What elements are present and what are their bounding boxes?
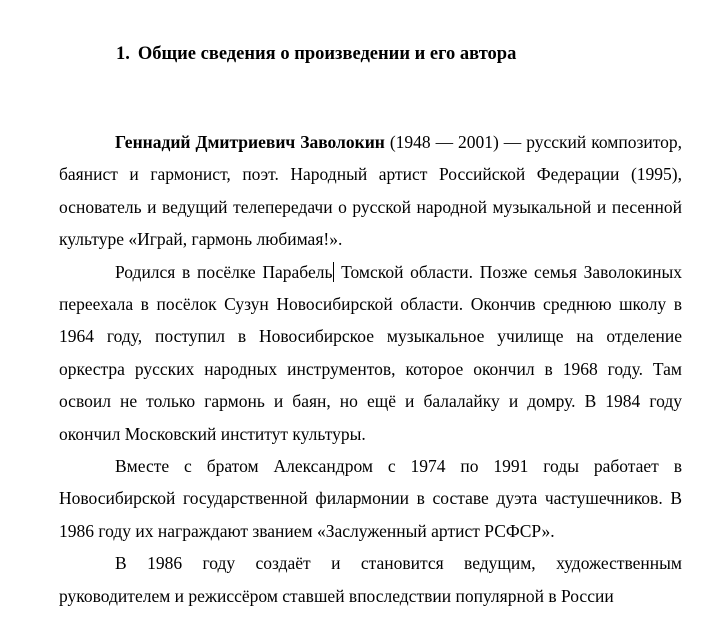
- paragraph-early-life: [59, 256, 682, 450]
- paragraph-text: В 1986 году создаёт и становится ведущим, художественным руководителем и режиссёром ставшей впоследствии популярной в России: [59, 553, 682, 606]
- paragraph-text: Томской области. Позже семья Заволокиных переехала в посёлок Сузун Новосибирской области. Окончив среднюю школу в 1964 году, поступил в Новосибирское музыкальное училище на отделение оркестра русских народных инструментов, которое окончил в 1968 году. Там освоил не только гармонь и баян, но ещё и балалайку и домру. В 1984 году окончил Московский институт культуры.: [59, 261, 682, 444]
- paragraph-tv-show: [59, 547, 682, 612]
- paragraph-text: Родился в посёлке Парабель: [115, 261, 333, 282]
- section-heading: [116, 42, 516, 66]
- paragraph-philharmonic: [59, 450, 682, 547]
- paragraph-text: Вместе с братом Александром с 1974 по 1991 годы работает в Новосибирской государственной филармонии в составе дуэта частушечников. В 1986 году их награждают званием «Заслуженный артист РСФСР».: [59, 456, 682, 541]
- section-title: Общие сведения о произведении и его автора: [137, 44, 517, 64]
- person-name: Геннадий Дмитриевич Заволокин: [115, 132, 385, 152]
- paragraph-biography-intro: [59, 126, 682, 256]
- section-number: 1.: [116, 44, 130, 64]
- document-body[interactable]: [59, 126, 682, 612]
- paragraph-text: (1948 — 2001) — русский композитор, баянист и гармонист, поэт. Народный артист Российской Федерации (1995), основатель и ведущий телепередачи о русской народной музыкальной и песенной культуре «Играй, гармонь любимая!».: [59, 132, 683, 250]
